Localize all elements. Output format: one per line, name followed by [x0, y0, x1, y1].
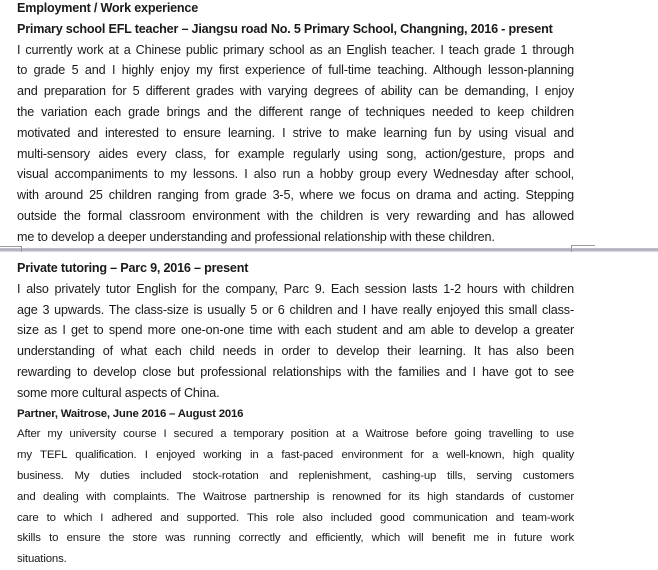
job-description-waitrose — [17, 424, 574, 570]
paragraph-line: to grade 5 and I highly enjoy my first experience of full-time teaching. Although lesson-planning — [17, 63, 574, 78]
job-heading-waitrose: Partner, Waitrose, June 2016 – August 2016 — [17, 407, 244, 420]
job-description-private-tutoring — [17, 279, 574, 404]
paragraph-line: skills to ensure the store was running correctly and efficiently, which will benefit me in future work — [17, 532, 574, 545]
paragraph-line: motivated and interested to ensure learning. I strive to make learning fun by using visual and — [17, 125, 574, 140]
paragraph-line: situations. — [17, 553, 67, 566]
paragraph-line: age 3 upwards. The class-size is usually 5 or 6 children and I have really enjoyed this small class- — [17, 302, 574, 317]
paragraph-line: and preparation for 5 different grades with varying degrees of ability can be demanding, I enjoy — [17, 84, 574, 99]
paragraph-line: me to develop a deeper understanding and professional relationship with these children. — [17, 229, 495, 244]
section-title: Employment / Work experience — [17, 1, 199, 15]
document-page-1 — [0, 0, 658, 248]
paragraph-line: I currently work at a Chinese public primary school as an English teacher. I teach grade 1 through — [17, 42, 574, 57]
job-description-efl-teacher — [17, 40, 574, 248]
paragraph-line: the variation each grade brings and the different range of techniques needed to keep children — [17, 104, 574, 119]
paragraph-line: care to which I adhered and supported. This role also included good communication and team-work — [17, 511, 574, 524]
paragraph-line: multi-sensory aides every class, for example regularly using song, action/gesture, props and — [17, 146, 574, 161]
paragraph-line: with around 25 children ranging from grade 3-5, where we focus on drama and acting. Stepping — [17, 188, 574, 203]
job-heading-efl-teacher: Primary school EFL teacher – Jiangsu road No. 5 Primary School, Changning, 2016 - present — [17, 21, 553, 36]
document-body-page-1[interactable] — [17, 0, 574, 248]
document-body-page-2[interactable] — [17, 258, 574, 570]
job-heading-private-tutoring: Private tutoring – Parc 9, 2016 – present — [17, 261, 249, 275]
paragraph-line: visual accompaniments to my lessons. I also run a hobby group every Wednesday after school, — [17, 167, 574, 182]
paragraph-line: my TEFL qualification. I enjoyed working in a fast-paced environment for a well-known, high quality — [17, 449, 574, 462]
paragraph-line: and dealing with complaints. The Waitrose partnership is renowned for its high standards of customer — [17, 490, 574, 503]
paragraph-line: outside the formal classroom environment with the children is very rewarding and has allowed — [17, 208, 574, 223]
paragraph-line: I also privately tutor English for the company, Parc 9. Each session lasts 1-2 hours with children — [17, 281, 574, 296]
paragraph-line: rewarding to develop close but professional relationships with the families and I have got to see — [17, 364, 574, 379]
paragraph-line: size as I get to spend more one-on-one time with each student and am able to develop a greater — [17, 323, 574, 338]
paragraph-line: some more cultural aspects of China. — [17, 385, 220, 400]
paragraph-line: understanding of what each child needs in order to develop their learning. It has also been — [17, 344, 574, 359]
paragraph-line: After my university course I secured a temporary position at a Waitrose before going travelling to use — [17, 428, 574, 441]
paragraph-line: business. My duties included stock-rotation and replenishment, cashing-up tills, serving customers — [17, 469, 574, 482]
document-page-2 — [0, 252, 658, 570]
